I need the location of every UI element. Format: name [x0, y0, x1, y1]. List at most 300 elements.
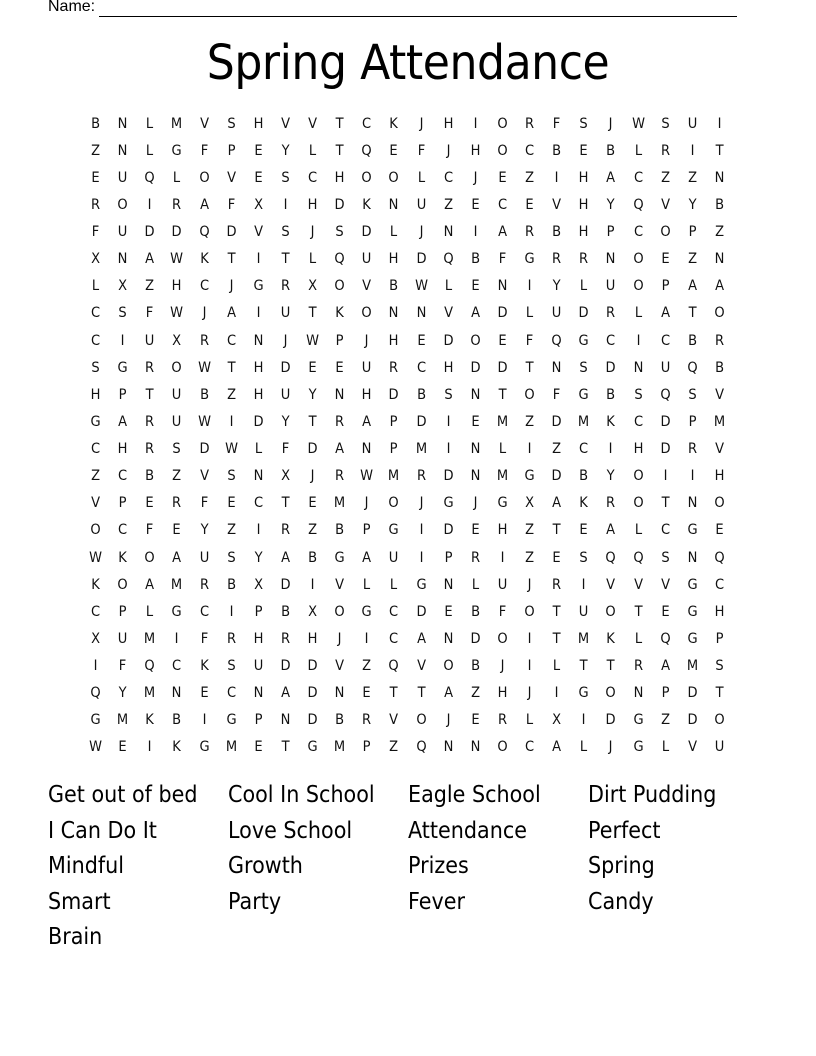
grid-letter[interactable]: N: [714, 169, 725, 186]
grid-letter[interactable]: P: [688, 413, 697, 430]
grid-letter[interactable]: R: [389, 359, 399, 376]
grid-letter[interactable]: M: [578, 630, 590, 647]
grid-letter[interactable]: M: [713, 413, 726, 430]
grid-letter[interactable]: E: [471, 196, 480, 213]
grid-letter[interactable]: D: [280, 576, 291, 593]
grid-letter[interactable]: I: [256, 305, 261, 322]
grid-letter[interactable]: I: [175, 630, 179, 647]
grid-letter[interactable]: G: [497, 495, 508, 512]
grid-letter[interactable]: N: [714, 251, 725, 268]
grid-letter[interactable]: I: [527, 658, 532, 675]
grid-letter[interactable]: C: [633, 413, 643, 430]
grid-letter[interactable]: H: [470, 142, 481, 159]
grid-letter[interactable]: H: [253, 115, 264, 132]
grid-letter[interactable]: R: [145, 413, 155, 430]
grid-letter[interactable]: L: [661, 739, 669, 756]
grid-letter[interactable]: Z: [687, 169, 697, 186]
grid-letter[interactable]: Q: [714, 549, 725, 566]
grid-letter[interactable]: T: [688, 305, 697, 322]
grid-letter[interactable]: L: [580, 739, 588, 756]
grid-letter[interactable]: H: [578, 224, 589, 241]
grid-letter[interactable]: G: [253, 278, 264, 295]
grid-letter[interactable]: U: [280, 305, 291, 322]
grid-letter[interactable]: B: [579, 468, 589, 485]
grid-letter[interactable]: I: [473, 224, 478, 241]
grid-letter[interactable]: E: [199, 685, 209, 702]
grid-letter[interactable]: H: [578, 196, 589, 213]
grid-letter[interactable]: C: [172, 658, 182, 675]
grid-letter[interactable]: B: [389, 278, 399, 295]
grid-letter[interactable]: R: [199, 332, 209, 349]
grid-letter[interactable]: C: [416, 359, 426, 376]
grid-letter[interactable]: A: [145, 251, 155, 268]
grid-letter[interactable]: M: [144, 630, 156, 647]
grid-letter[interactable]: D: [253, 413, 264, 430]
grid-letter[interactable]: F: [146, 522, 154, 539]
grid-letter[interactable]: C: [443, 169, 453, 186]
grid-letter[interactable]: R: [172, 495, 182, 512]
grid-letter[interactable]: K: [172, 739, 182, 756]
grid-letter[interactable]: P: [688, 224, 697, 241]
grid-letter[interactable]: I: [283, 196, 288, 213]
grid-letter[interactable]: O: [334, 278, 345, 295]
grid-letter[interactable]: T: [525, 359, 534, 376]
grid-letter[interactable]: U: [117, 169, 128, 186]
grid-letter[interactable]: T: [498, 386, 507, 403]
grid-letter[interactable]: D: [578, 305, 589, 322]
grid-letter[interactable]: M: [225, 739, 237, 756]
grid-letter[interactable]: W: [631, 115, 645, 132]
grid-letter[interactable]: D: [687, 685, 698, 702]
grid-letter[interactable]: D: [470, 359, 481, 376]
grid-letter[interactable]: A: [335, 441, 345, 458]
grid-letter[interactable]: N: [253, 332, 264, 349]
grid-letter[interactable]: G: [117, 359, 128, 376]
grid-letter[interactable]: M: [686, 658, 698, 675]
grid-letter[interactable]: O: [497, 115, 508, 132]
grid-letter[interactable]: T: [389, 685, 398, 702]
grid-letter[interactable]: V: [280, 115, 290, 132]
grid-letter[interactable]: K: [362, 196, 372, 213]
grid-letter[interactable]: L: [390, 224, 398, 241]
grid-letter[interactable]: N: [470, 739, 481, 756]
grid-letter[interactable]: B: [280, 603, 290, 620]
grid-letter[interactable]: J: [446, 142, 451, 159]
grid-letter[interactable]: I: [419, 522, 423, 539]
grid-letter[interactable]: O: [632, 278, 644, 295]
grid-letter[interactable]: E: [498, 169, 507, 186]
grid-letter[interactable]: N: [361, 441, 372, 458]
grid-letter[interactable]: J: [609, 739, 613, 756]
grid-letter[interactable]: U: [416, 196, 426, 213]
grid-letter[interactable]: P: [227, 142, 236, 159]
grid-letter[interactable]: Y: [606, 196, 615, 213]
grid-letter[interactable]: D: [605, 712, 616, 729]
grid-letter[interactable]: E: [579, 142, 588, 159]
grid-letter[interactable]: I: [147, 196, 152, 213]
grid-letter[interactable]: E: [579, 522, 588, 539]
grid-letter[interactable]: W: [360, 468, 374, 485]
grid-letter[interactable]: D: [307, 712, 318, 729]
grid-letter[interactable]: S: [118, 305, 127, 322]
grid-letter[interactable]: V: [389, 712, 399, 729]
grid-letter[interactable]: A: [118, 413, 128, 430]
grid-letter[interactable]: G: [307, 739, 318, 756]
grid-letter[interactable]: C: [660, 522, 670, 539]
grid-letter[interactable]: R: [91, 196, 101, 213]
grid-letter[interactable]: T: [552, 603, 561, 620]
grid-letter[interactable]: N: [443, 576, 454, 593]
grid-letter[interactable]: C: [118, 468, 128, 485]
grid-letter[interactable]: F: [200, 142, 208, 159]
grid-letter[interactable]: P: [607, 224, 615, 241]
grid-letter[interactable]: B: [552, 224, 562, 241]
grid-letter[interactable]: C: [579, 441, 589, 458]
grid-letter[interactable]: D: [144, 224, 155, 241]
grid-letter[interactable]: D: [280, 359, 291, 376]
grid-letter[interactable]: V: [606, 576, 616, 593]
grid-letter[interactable]: J: [609, 115, 613, 132]
grid-letter[interactable]: T: [715, 685, 724, 702]
grid-letter[interactable]: E: [661, 603, 670, 620]
grid-letter[interactable]: H: [714, 468, 725, 485]
grid-letter[interactable]: O: [415, 712, 427, 729]
grid-letter[interactable]: V: [687, 739, 697, 756]
grid-letter[interactable]: I: [554, 169, 559, 186]
grid-letter[interactable]: Q: [361, 142, 372, 159]
grid-letter[interactable]: N: [253, 685, 264, 702]
grid-letter[interactable]: G: [171, 603, 182, 620]
grid-letter[interactable]: D: [660, 441, 671, 458]
grid-letter[interactable]: D: [171, 224, 182, 241]
grid-letter[interactable]: I: [581, 712, 586, 729]
grid-letter[interactable]: E: [498, 332, 507, 349]
grid-letter[interactable]: G: [687, 576, 698, 593]
grid-letter[interactable]: B: [335, 522, 345, 539]
grid-letter[interactable]: R: [335, 413, 345, 430]
grid-letter[interactable]: F: [200, 495, 208, 512]
grid-letter[interactable]: L: [498, 441, 507, 458]
grid-letter[interactable]: W: [170, 251, 184, 268]
grid-letter[interactable]: N: [280, 712, 291, 729]
grid-letter[interactable]: O: [632, 468, 644, 485]
grid-letter[interactable]: R: [552, 251, 562, 268]
grid-letter[interactable]: B: [606, 142, 616, 159]
grid-letter[interactable]: G: [524, 468, 535, 485]
grid-letter[interactable]: W: [170, 305, 184, 322]
grid-letter[interactable]: O: [361, 169, 372, 186]
grid-letter[interactable]: D: [334, 196, 345, 213]
grid-letter[interactable]: B: [470, 603, 480, 620]
grid-letter[interactable]: L: [553, 658, 561, 675]
grid-letter[interactable]: M: [144, 685, 156, 702]
grid-letter[interactable]: G: [361, 603, 372, 620]
grid-letter[interactable]: I: [147, 739, 152, 756]
grid-letter[interactable]: I: [256, 522, 261, 539]
grid-letter[interactable]: Q: [632, 196, 644, 213]
grid-letter[interactable]: M: [496, 468, 509, 485]
grid-letter[interactable]: Z: [91, 142, 101, 159]
grid-letter[interactable]: A: [714, 278, 724, 295]
grid-letter[interactable]: F: [118, 658, 127, 675]
grid-letter[interactable]: X: [308, 278, 318, 295]
grid-letter[interactable]: A: [606, 522, 616, 539]
grid-letter[interactable]: G: [578, 332, 589, 349]
grid-letter[interactable]: E: [145, 495, 154, 512]
grid-letter[interactable]: V: [335, 576, 345, 593]
grid-letter[interactable]: F: [552, 386, 561, 403]
grid-letter[interactable]: L: [308, 251, 317, 268]
grid-letter[interactable]: O: [605, 685, 617, 702]
grid-letter[interactable]: C: [633, 169, 643, 186]
grid-letter[interactable]: N: [334, 685, 345, 702]
grid-letter[interactable]: C: [226, 685, 236, 702]
grid-letter[interactable]: O: [605, 603, 617, 620]
grid-letter[interactable]: E: [444, 603, 453, 620]
grid-letter[interactable]: I: [446, 413, 451, 430]
grid-letter[interactable]: R: [470, 549, 480, 566]
grid-letter[interactable]: I: [636, 332, 640, 349]
grid-letter[interactable]: N: [172, 685, 182, 702]
grid-letter[interactable]: D: [443, 332, 454, 349]
grid-letter[interactable]: P: [254, 712, 263, 729]
grid-letter[interactable]: R: [145, 441, 155, 458]
grid-letter[interactable]: O: [90, 522, 101, 539]
grid-letter[interactable]: L: [580, 278, 588, 295]
grid-letter[interactable]: D: [226, 224, 237, 241]
grid-letter[interactable]: D: [416, 603, 427, 620]
grid-letter[interactable]: B: [552, 142, 562, 159]
grid-letter[interactable]: D: [388, 386, 399, 403]
grid-letter[interactable]: Q: [660, 630, 671, 647]
grid-letter[interactable]: I: [256, 251, 261, 268]
grid-letter[interactable]: G: [416, 576, 427, 593]
grid-letter[interactable]: T: [281, 495, 290, 512]
grid-letter[interactable]: H: [497, 685, 508, 702]
grid-letter[interactable]: V: [226, 169, 236, 186]
grid-letter[interactable]: H: [497, 522, 508, 539]
grid-letter[interactable]: X: [280, 468, 290, 485]
grid-letter[interactable]: L: [471, 576, 479, 593]
grid-letter[interactable]: C: [525, 739, 535, 756]
grid-letter[interactable]: T: [715, 142, 724, 159]
grid-letter[interactable]: N: [443, 224, 454, 241]
grid-letter[interactable]: U: [199, 549, 209, 566]
grid-letter[interactable]: N: [389, 305, 399, 322]
grid-letter[interactable]: O: [524, 603, 535, 620]
grid-letter[interactable]: L: [634, 630, 642, 647]
grid-letter[interactable]: U: [253, 658, 264, 675]
grid-letter[interactable]: U: [362, 251, 372, 268]
grid-letter[interactable]: W: [197, 413, 211, 430]
grid-letter[interactable]: Q: [632, 549, 644, 566]
grid-letter[interactable]: D: [443, 522, 454, 539]
grid-letter[interactable]: Z: [660, 169, 670, 186]
grid-letter[interactable]: Z: [714, 224, 724, 241]
grid-letter[interactable]: N: [117, 142, 128, 159]
grid-letter[interactable]: A: [687, 278, 697, 295]
grid-letter[interactable]: P: [335, 332, 344, 349]
grid-letter[interactable]: A: [199, 196, 209, 213]
grid-letter[interactable]: K: [606, 413, 616, 430]
grid-letter[interactable]: V: [362, 278, 372, 295]
grid-letter[interactable]: H: [714, 603, 725, 620]
grid-letter[interactable]: O: [524, 386, 535, 403]
grid-letter[interactable]: C: [389, 630, 399, 647]
grid-letter[interactable]: C: [497, 196, 507, 213]
grid-letter[interactable]: N: [470, 386, 481, 403]
grid-letter[interactable]: V: [199, 115, 209, 132]
grid-letter[interactable]: F: [227, 196, 235, 213]
grid-letter[interactable]: W: [224, 441, 238, 458]
grid-letter[interactable]: P: [118, 603, 127, 620]
grid-letter[interactable]: D: [199, 441, 210, 458]
grid-letter[interactable]: R: [660, 142, 670, 159]
grid-letter[interactable]: S: [688, 386, 697, 403]
grid-letter[interactable]: I: [120, 332, 125, 349]
grid-letter[interactable]: N: [443, 630, 454, 647]
grid-letter[interactable]: N: [687, 549, 698, 566]
grid-letter[interactable]: N: [497, 278, 508, 295]
grid-letter[interactable]: Q: [605, 549, 617, 566]
grid-letter[interactable]: I: [581, 576, 586, 593]
grid-letter[interactable]: E: [254, 142, 263, 159]
grid-letter[interactable]: E: [172, 522, 182, 539]
grid-letter[interactable]: H: [117, 441, 128, 458]
grid-letter[interactable]: I: [310, 576, 315, 593]
grid-letter[interactable]: R: [280, 278, 290, 295]
grid-letter[interactable]: I: [554, 685, 559, 702]
grid-letter[interactable]: A: [172, 549, 182, 566]
grid-letter[interactable]: L: [634, 522, 642, 539]
grid-letter[interactable]: I: [364, 630, 369, 647]
grid-letter[interactable]: K: [199, 658, 209, 675]
grid-letter[interactable]: B: [145, 468, 155, 485]
grid-letter[interactable]: W: [197, 359, 211, 376]
grid-letter[interactable]: Z: [443, 196, 453, 213]
grid-letter[interactable]: R: [280, 522, 290, 539]
grid-letter[interactable]: T: [606, 658, 615, 675]
grid-letter[interactable]: L: [634, 305, 642, 322]
grid-letter[interactable]: Z: [308, 522, 318, 539]
grid-letter[interactable]: A: [552, 739, 562, 756]
grid-letter[interactable]: U: [280, 386, 291, 403]
grid-letter[interactable]: J: [527, 576, 532, 593]
grid-letter[interactable]: Y: [118, 685, 127, 702]
grid-letter[interactable]: I: [500, 549, 505, 566]
grid-letter[interactable]: K: [606, 630, 616, 647]
grid-letter[interactable]: Q: [660, 386, 671, 403]
grid-letter[interactable]: M: [388, 468, 400, 485]
grid-letter[interactable]: J: [419, 495, 423, 512]
grid-letter[interactable]: N: [389, 196, 399, 213]
grid-letter[interactable]: F: [552, 115, 561, 132]
grid-letter[interactable]: B: [226, 576, 236, 593]
grid-letter[interactable]: P: [390, 441, 398, 458]
grid-letter[interactable]: D: [551, 468, 562, 485]
grid-letter[interactable]: H: [334, 169, 345, 186]
grid-letter[interactable]: S: [715, 658, 724, 675]
grid-letter[interactable]: N: [253, 468, 264, 485]
grid-letter[interactable]: S: [444, 386, 453, 403]
grid-letter[interactable]: S: [227, 549, 236, 566]
grid-letter[interactable]: E: [552, 549, 561, 566]
grid-letter[interactable]: J: [364, 495, 369, 512]
grid-letter[interactable]: K: [145, 712, 155, 729]
grid-letter[interactable]: F: [498, 603, 507, 620]
grid-letter[interactable]: O: [497, 739, 508, 756]
grid-letter[interactable]: A: [226, 305, 236, 322]
grid-letter[interactable]: A: [280, 685, 290, 702]
grid-letter[interactable]: Q: [90, 685, 101, 702]
grid-letter[interactable]: L: [525, 305, 534, 322]
grid-letter[interactable]: U: [660, 359, 670, 376]
grid-letter[interactable]: I: [419, 549, 423, 566]
grid-letter[interactable]: V: [443, 305, 453, 322]
grid-letter[interactable]: T: [227, 251, 236, 268]
grid-letter[interactable]: B: [714, 196, 724, 213]
grid-letter[interactable]: C: [660, 332, 670, 349]
grid-letter[interactable]: E: [416, 332, 426, 349]
grid-letter[interactable]: U: [606, 278, 616, 295]
grid-letter[interactable]: G: [687, 603, 698, 620]
grid-letter[interactable]: V: [552, 196, 562, 213]
grid-letter[interactable]: G: [633, 739, 644, 756]
grid-letter[interactable]: G: [388, 522, 399, 539]
grid-letter[interactable]: D: [687, 712, 698, 729]
grid-letter[interactable]: F: [91, 224, 100, 241]
grid-letter[interactable]: J: [310, 224, 315, 241]
grid-letter[interactable]: T: [227, 359, 236, 376]
grid-letter[interactable]: A: [660, 305, 670, 322]
grid-letter[interactable]: O: [714, 495, 725, 512]
grid-letter[interactable]: M: [171, 115, 183, 132]
grid-letter[interactable]: B: [470, 658, 480, 675]
grid-letter[interactable]: A: [362, 549, 372, 566]
grid-letter[interactable]: G: [578, 685, 589, 702]
grid-letter[interactable]: X: [253, 196, 263, 213]
grid-letter[interactable]: H: [253, 630, 264, 647]
grid-letter[interactable]: N: [606, 251, 616, 268]
grid-letter[interactable]: L: [444, 278, 452, 295]
grid-letter[interactable]: C: [714, 576, 724, 593]
grid-letter[interactable]: P: [661, 685, 670, 702]
grid-letter[interactable]: C: [253, 495, 263, 512]
grid-letter[interactable]: E: [254, 169, 263, 186]
grid-letter[interactable]: H: [361, 386, 372, 403]
grid-letter[interactable]: Q: [443, 251, 454, 268]
grid-letter[interactable]: W: [89, 739, 103, 756]
grid-letter[interactable]: R: [145, 359, 155, 376]
grid-letter[interactable]: Y: [688, 196, 697, 213]
grid-letter[interactable]: M: [171, 576, 183, 593]
grid-letter[interactable]: C: [91, 332, 101, 349]
grid-letter[interactable]: F: [200, 630, 208, 647]
grid-letter[interactable]: Y: [200, 522, 209, 539]
grid-letter[interactable]: N: [633, 685, 643, 702]
grid-letter[interactable]: E: [308, 495, 317, 512]
grid-letter[interactable]: O: [714, 305, 725, 322]
grid-letter[interactable]: C: [91, 603, 101, 620]
grid-letter[interactable]: E: [308, 359, 317, 376]
grid-letter[interactable]: R: [525, 115, 535, 132]
grid-letter[interactable]: Z: [525, 522, 535, 539]
grid-letter[interactable]: O: [470, 332, 481, 349]
grid-letter[interactable]: R: [497, 712, 507, 729]
grid-letter[interactable]: H: [633, 441, 643, 458]
grid-letter[interactable]: N: [117, 251, 128, 268]
grid-letter[interactable]: M: [496, 413, 509, 430]
